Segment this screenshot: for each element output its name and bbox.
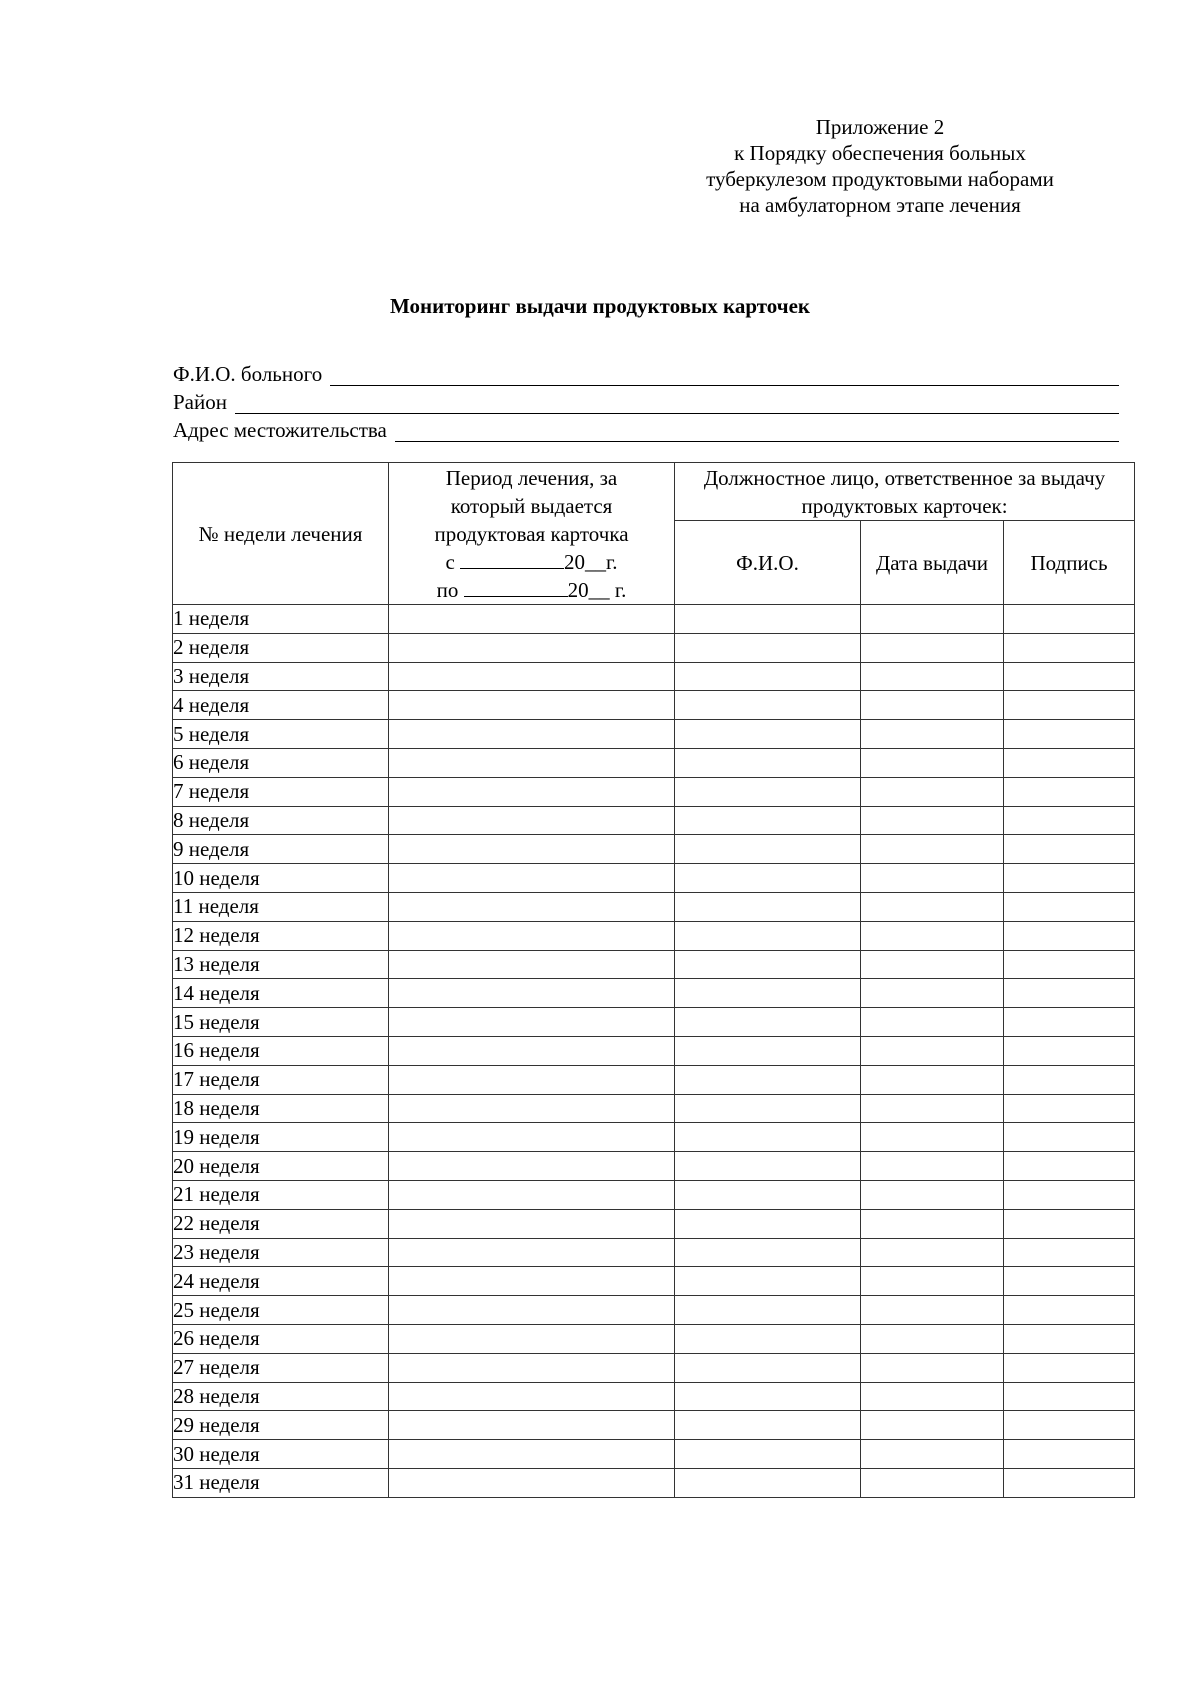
table-row [173,748,1135,777]
week-label: 12 неделя [173,921,389,950]
table-row [173,1094,1135,1123]
table-row [173,892,1135,921]
issue-date-cell[interactable] [861,1296,1004,1325]
table-row [173,979,1135,1008]
week-label: 25 неделя [173,1296,389,1325]
appendix-line: к Порядку обеспечения больных [734,141,1026,165]
official-name-cell[interactable] [675,633,861,662]
signature-cell[interactable] [1004,748,1135,777]
period-to-prefix: по [436,577,459,602]
issue-date-cell[interactable] [861,633,1004,662]
period-cell[interactable] [389,691,675,720]
table-row [173,864,1135,893]
signature-cell[interactable] [1004,1382,1135,1411]
official-name-cell[interactable] [675,605,861,634]
period-cell[interactable] [389,1353,675,1382]
table-row [173,1411,1135,1440]
table-row [173,921,1135,950]
official-name-cell[interactable] [675,979,861,1008]
week-label: 18 неделя [173,1094,389,1123]
week-label: 22 неделя [173,1209,389,1238]
issue-date-cell[interactable] [861,806,1004,835]
district-label: Район [173,390,227,414]
table-row [173,950,1135,979]
issue-date-cell[interactable] [861,1008,1004,1037]
signature-cell[interactable] [1004,633,1135,662]
appendix-header [640,114,1120,218]
table-row [173,662,1135,691]
period-cell[interactable] [389,806,675,835]
week-label: 31 неделя [173,1468,389,1497]
week-label: 30 неделя [173,1440,389,1469]
issue-date-cell[interactable] [861,1180,1004,1209]
week-label: 27 неделя [173,1353,389,1382]
signature-cell[interactable] [1004,892,1135,921]
issue-date-cell[interactable] [861,1036,1004,1065]
table-row [173,777,1135,806]
period-cell[interactable] [389,1267,675,1296]
issue-date-cell[interactable] [861,662,1004,691]
table-row [173,1324,1135,1353]
official-name-cell[interactable] [675,662,861,691]
table-row [173,835,1135,864]
patient-fields [173,358,1119,442]
period-cell[interactable] [389,1324,675,1353]
week-label: 23 неделя [173,1238,389,1267]
week-label: 24 неделя [173,1267,389,1296]
period-cell[interactable] [389,777,675,806]
table-row [173,806,1135,835]
official-name-cell[interactable] [675,777,861,806]
table-row [173,633,1135,662]
signature-cell[interactable] [1004,950,1135,979]
header-period-to [389,576,674,604]
week-label: 29 неделя [173,1411,389,1440]
week-label: 26 неделя [173,1324,389,1353]
issue-date-cell[interactable] [861,691,1004,720]
period-cell[interactable] [389,1008,675,1037]
signature-cell[interactable] [1004,691,1135,720]
table-row [173,1152,1135,1181]
signature-cell[interactable] [1004,1094,1135,1123]
period-cell[interactable] [389,1440,675,1469]
issue-date-cell[interactable] [861,1267,1004,1296]
period-cell[interactable] [389,1411,675,1440]
official-name-cell[interactable] [675,835,861,864]
official-name-cell[interactable] [675,921,861,950]
issue-date-cell[interactable] [861,777,1004,806]
signature-cell[interactable] [1004,1468,1135,1497]
address-field[interactable] [173,414,1119,442]
signature-cell[interactable] [1004,605,1135,634]
period-from-blank[interactable] [460,550,564,569]
week-label: 21 неделя [173,1180,389,1209]
signature-cell[interactable] [1004,662,1135,691]
period-cell[interactable] [389,864,675,893]
official-name-cell[interactable] [675,1468,861,1497]
week-label: 6 неделя [173,748,389,777]
header-period [389,463,675,605]
period-cell[interactable] [389,748,675,777]
signature-cell[interactable] [1004,1411,1135,1440]
week-label: 9 неделя [173,835,389,864]
signature-cell[interactable] [1004,720,1135,749]
period-from-prefix: с [445,549,455,574]
table-row [173,1008,1135,1037]
signature-cell[interactable] [1004,1353,1135,1382]
official-name-cell[interactable] [675,1152,861,1181]
appendix-line: на амбулаторном этапе лечения [739,193,1021,217]
period-cell[interactable] [389,633,675,662]
table-row [173,1440,1135,1469]
period-cell[interactable] [389,1468,675,1497]
signature-cell[interactable] [1004,1324,1135,1353]
official-name-cell[interactable] [675,1238,861,1267]
period-from-year: 20__г. [564,549,618,574]
official-name-cell[interactable] [675,1353,861,1382]
official-name-cell[interactable] [675,1382,861,1411]
table-body [173,605,1135,1498]
signature-cell[interactable] [1004,1238,1135,1267]
header-official-name: Ф.И.О. [675,521,861,605]
appendix-line: Приложение 2 [815,115,945,139]
period-cell[interactable] [389,1382,675,1411]
signature-cell[interactable] [1004,1036,1135,1065]
signature-cell[interactable] [1004,806,1135,835]
week-label: 7 неделя [173,777,389,806]
table-row [173,1180,1135,1209]
period-cell[interactable] [389,1123,675,1152]
week-label: 17 неделя [173,1065,389,1094]
issue-date-cell[interactable] [861,1411,1004,1440]
week-label: 5 неделя [173,720,389,749]
issue-date-cell[interactable] [861,864,1004,893]
issue-date-cell[interactable] [861,921,1004,950]
week-label: 16 неделя [173,1036,389,1065]
week-label: 14 неделя [173,979,389,1008]
table-row [173,1468,1135,1497]
issue-date-cell[interactable] [861,720,1004,749]
official-name-cell[interactable] [675,691,861,720]
signature-cell[interactable] [1004,1123,1135,1152]
issue-date-cell[interactable] [861,605,1004,634]
signature-cell[interactable] [1004,1209,1135,1238]
header-period-line: Период лечения, за [445,465,618,490]
signature-cell[interactable] [1004,1267,1135,1296]
table-row [173,720,1135,749]
table-row [173,605,1135,634]
week-label: 8 неделя [173,806,389,835]
header-signature: Подпись [1004,521,1135,605]
signature-cell[interactable] [1004,835,1135,864]
period-cell[interactable] [389,1065,675,1094]
header-period-line: который выдается [450,493,613,518]
week-label: 19 неделя [173,1123,389,1152]
official-name-cell[interactable] [675,1008,861,1037]
issue-date-cell[interactable] [861,979,1004,1008]
header-period-line: продуктовая карточка [434,521,629,546]
header-issue-date: Дата выдачи [861,521,1004,605]
period-cell[interactable] [389,1094,675,1123]
period-cell[interactable] [389,892,675,921]
issue-date-cell[interactable] [861,1152,1004,1181]
week-label: 20 неделя [173,1152,389,1181]
week-label: 10 неделя [173,864,389,893]
table-row [173,1267,1135,1296]
period-cell[interactable] [389,1152,675,1181]
period-cell[interactable] [389,605,675,634]
official-name-cell[interactable] [675,1324,861,1353]
issue-date-cell[interactable] [861,1094,1004,1123]
official-name-cell[interactable] [675,1123,861,1152]
issue-date-cell[interactable] [861,892,1004,921]
header-official: Должностное лицо, ответственное за выдачу продуктовых карточек: [675,463,1135,521]
period-cell[interactable] [389,979,675,1008]
table-row [173,1065,1135,1094]
header-week-number: № недели лечения [173,463,389,605]
period-cell[interactable] [389,1209,675,1238]
week-label: 28 неделя [173,1382,389,1411]
official-name-cell[interactable] [675,864,861,893]
issue-date-cell[interactable] [861,1324,1004,1353]
period-cell[interactable] [389,835,675,864]
week-label: 3 неделя [173,662,389,691]
official-name-cell[interactable] [675,1094,861,1123]
patient-name-field[interactable] [173,358,1119,386]
table-row [173,1209,1135,1238]
official-name-cell[interactable] [675,1209,861,1238]
signature-cell[interactable] [1004,1152,1135,1181]
signature-cell[interactable] [1004,979,1135,1008]
issue-date-cell[interactable] [861,950,1004,979]
signature-cell[interactable] [1004,921,1135,950]
signature-cell[interactable] [1004,864,1135,893]
period-to-year: 20__ г. [567,577,627,602]
official-name-cell[interactable] [675,806,861,835]
issue-date-cell[interactable] [861,1382,1004,1411]
official-name-cell[interactable] [675,1296,861,1325]
table-row [173,1238,1135,1267]
signature-cell[interactable] [1004,1180,1135,1209]
appendix-line: туберкулезом продуктовыми наборами [706,167,1054,191]
official-name-cell[interactable] [675,1411,861,1440]
table-row [173,691,1135,720]
official-name-cell[interactable] [675,950,861,979]
period-cell[interactable] [389,1036,675,1065]
issue-date-cell[interactable] [861,1123,1004,1152]
week-label: 13 неделя [173,950,389,979]
address-input-line[interactable] [395,421,1119,442]
issue-date-cell[interactable] [861,1468,1004,1497]
period-cell[interactable] [389,921,675,950]
period-cell[interactable] [389,662,675,691]
table-row [173,1036,1135,1065]
table-row [173,1353,1135,1382]
official-name-cell[interactable] [675,1180,861,1209]
period-cell[interactable] [389,1238,675,1267]
week-label: 15 неделя [173,1008,389,1037]
week-label: 11 неделя [173,892,389,921]
official-name-cell[interactable] [675,720,861,749]
period-cell[interactable] [389,950,675,979]
document-title: Мониторинг выдачи продуктовых карточек [390,294,810,318]
issue-date-cell[interactable] [861,1353,1004,1382]
table-row [173,1123,1135,1152]
official-name-cell[interactable] [675,1440,861,1469]
week-label: 1 неделя [173,605,389,634]
period-to-blank[interactable] [464,578,568,597]
patient-name-label: Ф.И.О. больного [173,362,323,386]
period-cell[interactable] [389,720,675,749]
issue-date-cell[interactable] [861,1065,1004,1094]
official-name-cell[interactable] [675,1267,861,1296]
period-cell[interactable] [389,1180,675,1209]
district-input-line[interactable] [235,393,1119,414]
table-row [173,1382,1135,1411]
header-period-from [389,548,674,576]
monitoring-table [172,462,1135,1498]
address-label: Адрес местожительства [173,418,387,442]
signature-cell[interactable] [1004,1008,1135,1037]
signature-cell[interactable] [1004,1296,1135,1325]
patient-name-input-line[interactable] [330,365,1119,386]
issue-date-cell[interactable] [861,1440,1004,1469]
issue-date-cell[interactable] [861,1209,1004,1238]
official-name-cell[interactable] [675,1036,861,1065]
signature-cell[interactable] [1004,1440,1135,1469]
official-name-cell[interactable] [675,892,861,921]
table-row [173,1296,1135,1325]
issue-date-cell[interactable] [861,748,1004,777]
official-name-cell[interactable] [675,748,861,777]
issue-date-cell[interactable] [861,835,1004,864]
signature-cell[interactable] [1004,1065,1135,1094]
signature-cell[interactable] [1004,777,1135,806]
issue-date-cell[interactable] [861,1238,1004,1267]
district-field[interactable] [173,386,1119,414]
week-label: 2 неделя [173,633,389,662]
official-name-cell[interactable] [675,1065,861,1094]
week-label: 4 неделя [173,691,389,720]
period-cell[interactable] [389,1296,675,1325]
